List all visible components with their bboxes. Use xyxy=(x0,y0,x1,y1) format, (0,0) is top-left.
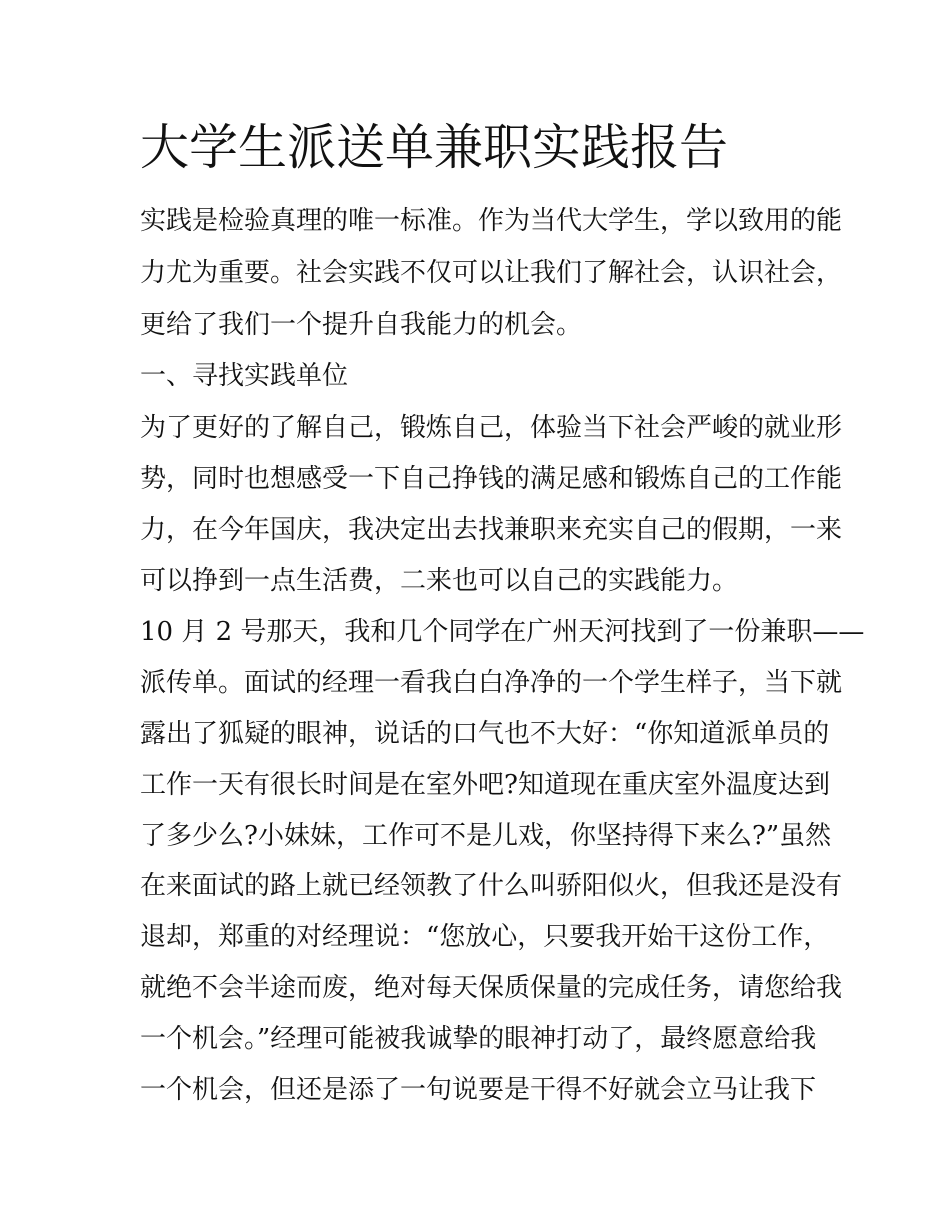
body-line: 露出了狐疑的眼神，说话的口气也不大好：“你知道派单员的 xyxy=(140,719,830,749)
section-heading: 一、寻找实践单位 xyxy=(140,361,349,391)
body-line: 实践是检验真理的唯一标准。作为当代大学生，学以致用的能 xyxy=(140,206,843,236)
body-line: 退却，郑重的对经理说：“您放心，只要我开始干这份工作， xyxy=(140,922,830,952)
body-line: 工作一天有很长时间是在室外吧?知道现在重庆室外温度达到 xyxy=(140,770,830,800)
body-line: 一个机会。”经理可能被我诚挚的眼神打动了，最终愿意给我 xyxy=(140,1024,817,1054)
body-line: 力尤为重要。社会实践不仅可以让我们了解社会，认识社会， xyxy=(140,258,843,288)
body-line: 就绝不会半途而废，绝对每天保质保量的完成任务，请您给我 xyxy=(140,973,843,1003)
body-line: 了多少么?小妹妹，工作可不是儿戏，你坚持得下来么?”虽然 xyxy=(140,821,832,851)
body-line: 更给了我们一个提升自我能力的机会。 xyxy=(140,310,583,340)
body-line: 在来面试的路上就已经领教了什么叫骄阳似火，但我还是没有 xyxy=(140,871,843,901)
body-line: 力，在今年国庆，我决定出去找兼职来充实自己的假期，一来 xyxy=(140,515,843,545)
body-line: 派传单。面试的经理一看我白白净净的一个学生样子，当下就 xyxy=(140,668,843,698)
body-line: 为了更好的了解自己，锻炼自己，体验当下社会严峻的就业形 xyxy=(140,413,843,443)
body-line: 可以挣到一点生活费，二来也可以自己的实践能力。 xyxy=(140,566,739,596)
body-line: 势，同时也想感受一下自己挣钱的满足感和锻炼自己的工作能 xyxy=(140,464,843,494)
body-line: 一个机会，但还是添了一句说要是干得不好就会立马让我下 xyxy=(140,1075,817,1105)
body-line: 10 月 2 号那天，我和几个同学在广州天河找到了一份兼职—— xyxy=(140,617,865,647)
document-title: 大学生派送单兼职实践报告 xyxy=(140,119,729,176)
